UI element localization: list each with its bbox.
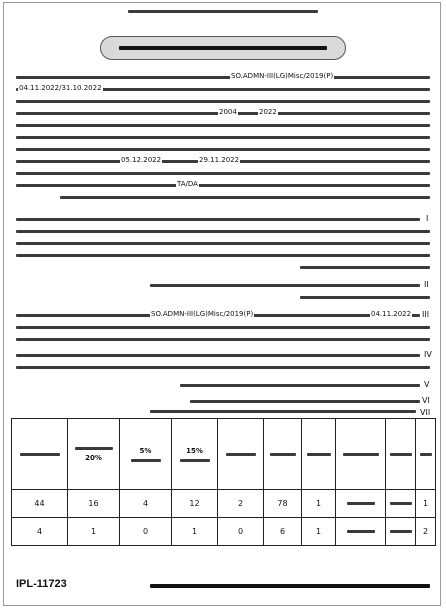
body-text-line bbox=[300, 296, 430, 299]
interview-date-ref: 05.12.2022 bbox=[121, 156, 162, 164]
paragraph-number: VI bbox=[422, 396, 430, 405]
signatory-text bbox=[150, 584, 430, 588]
cell-serial: 2 bbox=[416, 518, 436, 546]
header-posts bbox=[302, 419, 336, 490]
para-letter-ref: SO.ADMN-III(LG)Misc/2019(P) bbox=[151, 310, 254, 318]
paragraph-number: VII bbox=[420, 408, 431, 417]
table-row bbox=[12, 490, 436, 518]
body-text-line bbox=[16, 326, 430, 329]
cell-posts: 6 bbox=[264, 518, 302, 546]
table-header-row bbox=[12, 419, 436, 490]
deadline-ref: 29.11.2022 bbox=[199, 156, 240, 164]
allowance-ref: TA/DA bbox=[177, 180, 198, 188]
cell-minority: 2 bbox=[218, 490, 264, 518]
header-open-merit bbox=[12, 419, 68, 490]
header-women: 15% bbox=[172, 419, 218, 490]
cell-open-merit: 44 bbox=[12, 490, 68, 518]
header-quota: 20% bbox=[68, 419, 120, 490]
body-text-line bbox=[16, 172, 430, 175]
body-text-line bbox=[16, 124, 430, 127]
ipl-code: IPL-11723 bbox=[16, 578, 67, 590]
cell-scale: 1 bbox=[302, 518, 336, 546]
cell-qualification bbox=[336, 490, 386, 518]
cell-post-name bbox=[386, 518, 416, 546]
header-serial bbox=[416, 419, 436, 490]
body-text-line bbox=[60, 196, 430, 199]
paragraph-number: I bbox=[426, 214, 429, 223]
body-text-line bbox=[16, 242, 430, 245]
posts-table bbox=[11, 418, 436, 546]
body-text-line bbox=[16, 76, 430, 79]
office-header-text bbox=[128, 10, 318, 13]
cell-posts: 78 bbox=[264, 490, 302, 518]
cell-scale: 1 bbox=[302, 490, 336, 518]
body-text-line bbox=[16, 136, 430, 139]
cell-quota: 16 bbox=[68, 490, 120, 518]
cell-qualification bbox=[336, 518, 386, 546]
cell-minority: 0 bbox=[218, 518, 264, 546]
policy-year-ref: 2022 bbox=[259, 108, 277, 116]
title-banner bbox=[100, 36, 346, 60]
body-text-line bbox=[190, 400, 420, 403]
cell-quota: 1 bbox=[68, 518, 120, 546]
letter-ref: SO.ADMN-III(LG)Misc/2019(P) bbox=[231, 72, 334, 80]
cell-serial: 1 bbox=[416, 490, 436, 518]
cell-disabled: 4 bbox=[120, 490, 172, 518]
title-banner-text bbox=[109, 42, 337, 54]
body-text-line bbox=[300, 266, 430, 269]
cell-post-name bbox=[386, 490, 416, 518]
cell-women: 1 bbox=[172, 518, 218, 546]
body-text-line bbox=[180, 384, 420, 387]
paragraph-number: V bbox=[424, 380, 430, 389]
body-text-line bbox=[150, 284, 420, 287]
body-text-line bbox=[16, 254, 430, 257]
body-text-line bbox=[16, 338, 430, 341]
body-text-line bbox=[16, 354, 420, 357]
header-post-name bbox=[386, 419, 416, 490]
paragraph-number: IV bbox=[424, 350, 432, 359]
header-disabled: 5% bbox=[120, 419, 172, 490]
header-minority bbox=[218, 419, 264, 490]
cell-women: 12 bbox=[172, 490, 218, 518]
policy-year-ref: 2004 bbox=[219, 108, 237, 116]
paragraph-number: III bbox=[422, 310, 430, 319]
body-text-line bbox=[16, 366, 430, 369]
header-qualification bbox=[336, 419, 386, 490]
body-text-line bbox=[16, 230, 430, 233]
cell-disabled: 0 bbox=[120, 518, 172, 546]
paragraph-number: II bbox=[424, 280, 429, 289]
cell-open-merit: 4 bbox=[12, 518, 68, 546]
body-text-line bbox=[150, 410, 416, 413]
body-text-line bbox=[16, 218, 420, 221]
para-date-ref: 04.11.2022 bbox=[371, 310, 412, 318]
table-row bbox=[12, 518, 436, 546]
body-text-line bbox=[16, 148, 430, 151]
header-disabled-count bbox=[264, 419, 302, 490]
date-ref: 04.11.2022/31.10.2022 bbox=[19, 84, 102, 92]
body-text-line bbox=[16, 184, 430, 187]
body-text-line bbox=[16, 100, 430, 103]
